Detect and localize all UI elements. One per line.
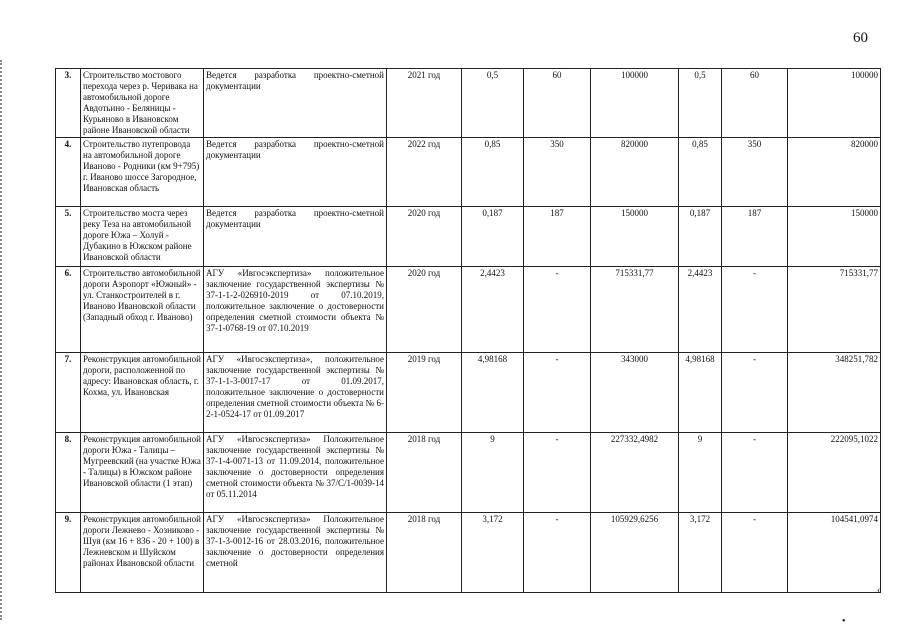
length-km-2-cell: 2,4423	[679, 267, 722, 353]
object-name-cell: Строительство моста через реку Теза на автомобильной дороге Южа – Холуй - Дубакино в Южском районе Ивановской области	[81, 207, 204, 267]
cost-2-cell: 348251,782	[788, 353, 881, 433]
estimated-cost-cell: 150000	[591, 207, 679, 267]
row-number-cell: 9.	[56, 513, 81, 593]
table-row	[56, 353, 881, 433]
object-name-cell: Строительство мостового перехода через р. Черивака на автомобильной дороге Авдотьино - Беляницы - Курьяново в Ивановском районе Ивановской области	[81, 69, 204, 138]
object-name-cell: Реконструкция автомобильной дороги Южа - Талицы – Мугреевский (на участке Южа - Талицы) в Южском районе Ивановской области (1 этап)	[81, 433, 204, 513]
completion-year-cell: 2022 год	[387, 138, 462, 207]
table-row	[56, 69, 881, 138]
margin-dot: •	[842, 616, 846, 627]
object-name-cell: Реконструкция автомобильной дороги Лежнево - Хозниково - Шуя (км 16 + 836 - 20 + 100) в Лежневском и Шуйском районах Ивановской области	[81, 513, 204, 593]
object-name-cell: Реконструкция автомобильной дороги, расположенной по адресу: Ивановская область, г. Кохма, ул. Ивановская	[81, 353, 204, 433]
completion-year-cell: 2021 год	[387, 69, 462, 138]
bridge-length-pm-2-cell: 187	[722, 207, 788, 267]
cost-2-cell: 104541,0974	[788, 513, 881, 593]
expertise-document-cell: Ведется разработка проектно-сметной документации	[204, 138, 387, 207]
cost-2-cell: 100000	[788, 69, 881, 138]
length-km-cell: 0,5	[462, 69, 524, 138]
expertise-document-cell: АГУ «Ивгосэкспертиза» положительное заключение государственной экспертизы № 37-1-1-2-026910-2019 от 07.10.2019, положительное заключение о достоверности определения сметной стоимости объекта № 37-1-0768-19 от 07.10.2019	[204, 267, 387, 353]
row-number-cell: 5.	[56, 207, 81, 267]
bridge-length-pm-cell: 350	[524, 138, 591, 207]
completion-year-cell: 2019 год	[387, 353, 462, 433]
cost-2-cell: 715331,77	[788, 267, 881, 353]
length-km-2-cell: 9	[679, 433, 722, 513]
expertise-document-cell: АГУ «Ивгосэкспертиза» Положительное заключение государственной экспертизы № 37-1-3-0012-16 от 28.03.2016, положительное заключение о достоверности определения сметной	[204, 513, 387, 593]
length-km-2-cell: 0,85	[679, 138, 722, 207]
cost-2-cell: 222095,1022	[788, 433, 881, 513]
length-km-2-cell: 0,187	[679, 207, 722, 267]
bridge-length-pm-2-cell: -	[722, 513, 788, 593]
completion-year-cell: 2020 год	[387, 267, 462, 353]
bridge-length-pm-cell: -	[524, 433, 591, 513]
bridge-length-pm-cell: -	[524, 513, 591, 593]
estimated-cost-cell: 105929,6256	[591, 513, 679, 593]
completion-year-cell: 2018 год	[387, 433, 462, 513]
row-number-cell: 3.	[56, 69, 81, 138]
cost-2-cell: 820000	[788, 138, 881, 207]
expertise-document-cell: АГУ «Ивгосэкспертиза», положительное заключение государственной экспертизы № 37-1-1-3-0017-17 от 01.09.2017, положительное заключение о достоверности определения сметной стоимости объекта № 6-2-1-0524-17 от 01.09.2017	[204, 353, 387, 433]
length-km-2-cell: 0,5	[679, 69, 722, 138]
row-number-cell: 4.	[56, 138, 81, 207]
estimated-cost-cell: 227332,4982	[591, 433, 679, 513]
length-km-cell: 9	[462, 433, 524, 513]
table-row	[56, 138, 881, 207]
bridge-length-pm-2-cell: -	[722, 433, 788, 513]
table-row	[56, 207, 881, 267]
length-km-cell: 2,4423	[462, 267, 524, 353]
binding-margin	[0, 60, 6, 620]
object-name-cell: Строительство путепровода на автомобильной дороге Иваново - Родники (км 9+795) г. Иваново шоссе Загородное, Ивановская область	[81, 138, 204, 207]
estimated-cost-cell: 715331,77	[591, 267, 679, 353]
margin-mark: ‹	[877, 585, 881, 596]
bridge-length-pm-2-cell: 350	[722, 138, 788, 207]
expertise-document-cell: Ведется разработка проектно-сметной документации	[204, 207, 387, 267]
row-number-cell: 7.	[56, 353, 81, 433]
bridge-length-pm-2-cell: 60	[722, 69, 788, 138]
length-km-2-cell: 4,98168	[679, 353, 722, 433]
bridge-length-pm-cell: -	[524, 267, 591, 353]
bridge-length-pm-cell: 187	[524, 207, 591, 267]
row-number-cell: 8.	[56, 433, 81, 513]
expertise-document-cell: Ведется разработка проектно-сметной документации	[204, 69, 387, 138]
bridge-length-pm-cell: -	[524, 353, 591, 433]
length-km-2-cell: 3,172	[679, 513, 722, 593]
estimated-cost-cell: 343000	[591, 353, 679, 433]
length-km-cell: 0,187	[462, 207, 524, 267]
length-km-cell: 3,172	[462, 513, 524, 593]
estimated-cost-cell: 100000	[591, 69, 679, 138]
estimated-cost-cell: 820000	[591, 138, 679, 207]
length-km-cell: 0,85	[462, 138, 524, 207]
bridge-length-pm-cell: 60	[524, 69, 591, 138]
row-number-cell: 6.	[56, 267, 81, 353]
table-row	[56, 513, 881, 593]
objects-table	[55, 68, 881, 593]
object-name-cell: Строительство автомобильной дороги Аэропорт «Южный» - ул. Станкостроителей в г. Иваново Ивановской области (Западный обход г. Иваново)	[81, 267, 204, 353]
cost-2-cell: 150000	[788, 207, 881, 267]
bridge-length-pm-2-cell: -	[722, 353, 788, 433]
expertise-document-cell: АГУ «Ивгосэкспертиза» Положительное заключение государственной экспертизы № 37-1-4-0071-13 от 11.09.2014, положительное заключение о достоверности определения сметной стоимости объекта № 37/С/1-0039-14 от 05.11.2014	[204, 433, 387, 513]
length-km-cell: 4,98168	[462, 353, 524, 433]
bridge-length-pm-2-cell: -	[722, 267, 788, 353]
table-body	[56, 69, 881, 593]
page-number: 60	[853, 30, 868, 46]
completion-year-cell: 2018 год	[387, 513, 462, 593]
table-row	[56, 267, 881, 353]
table-row	[56, 433, 881, 513]
completion-year-cell: 2020 год	[387, 207, 462, 267]
